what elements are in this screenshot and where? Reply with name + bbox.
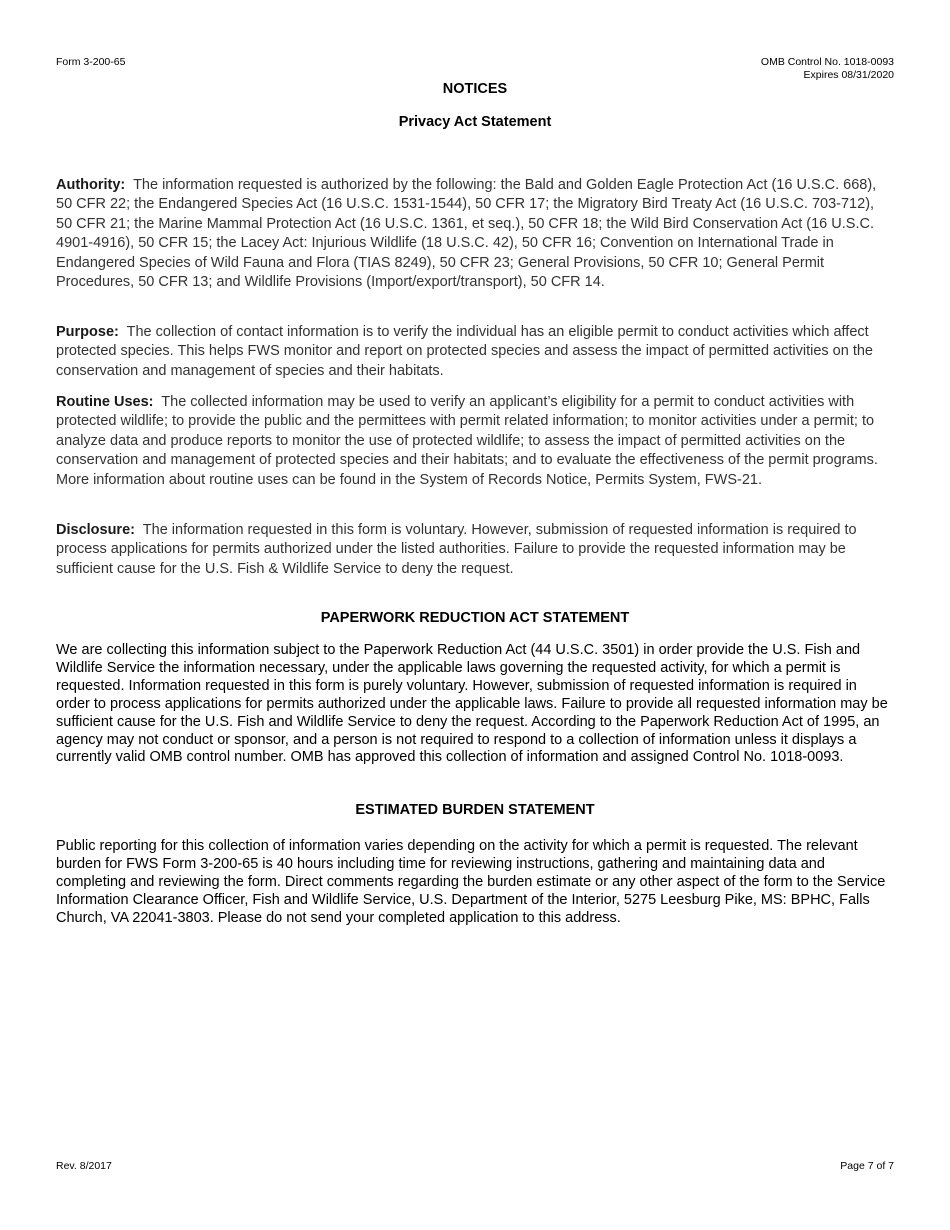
burden-paragraph: Public reporting for this collection of information varies depending on the activity for which a permit is requested. The relevant burden for FWS Form 3-200-65 is 40 hours including time for reviewing instructions, gathering and maintaining data and completing and reviewing the form. Direct comments regarding the burden estimate or any other aspect of the form to the Service Information Clearance Officer, Fish and Wildlife Service, U.S. Department of the Interior, 5275 Leesburg Pike, MS: BPHC, Falls Church, VA 22041-3803. Please do not send your completed application to this address. [56,838,886,926]
purpose-label: Purpose: [56,324,119,340]
authority-text: The information requested is authorized by the following: the Bald and Golden Eagle Protection Act (16 U.S.C. 668), 50 CFR 22; the Endangered Species Act (16 U.S.C. 1531-1544), 50 CFR 17; the Migratory Bird Treaty Act (16 U.S.C. 703-712), 50 CFR 21; the Marine Mammal Protection Act (16 U.S.C. 1361, et seq.), 50 CFR 18; the Wild Bird Conservation Act (16 U.S.C. 4901-4916), 50 CFR 15; the Lacey Act: Injurious Wildlife (18 U.S.C. 42), 50 CFR 16; Convention on International Trade in Endangered Species of Wild Fauna and Flora (TIAS 8249), 50 CFR 23; General Provisions, 50 CFR 10; General Permit Procedures, 50 CFR 13; and Wildlife Provisions (Import/export/transport), 50 CFR 14. [56,177,877,291]
notices-heading: NOTICES [442,81,508,97]
paperwork-reduction-heading: PAPERWORK REDUCTION ACT STATEMENT [320,610,630,626]
privacy-act-heading: Privacy Act Statement [398,114,552,130]
purpose-paragraph [56,323,894,381]
burden-heading: ESTIMATED BURDEN STATEMENT [355,802,595,818]
omb-info [761,56,894,82]
routine-uses-label: Routine Uses: [56,394,154,410]
page-number: Page 7 of 7 [840,1160,894,1172]
omb-control-number: OMB Control No. 1018-0093 [760,56,894,68]
routine-uses-paragraph [56,393,894,490]
expiration-date: Expires 08/31/2020 [803,69,894,81]
authority-paragraph [56,176,894,292]
revision-date: Rev. 8/2017 [56,1160,112,1172]
paperwork-reduction-paragraph: We are collecting this information subject to the Paperwork Reduction Act (44 U.S.C. 3501) in order provide the U.S. Fish and Wildlife Service the information necessary, under the applicable laws governing the requested activity, for which a permit is requested. Information requested in this form is purely voluntary. However, submission of requested information is required in order to process applications for permits authorized under the applicable laws. Failure to provide all requested information may be sufficient cause for the U.S. Fish and Wildlife Service to deny the request. According to the Paperwork Reduction Act of 1995, an agency may not conduct or sponsor, and a person is not required to respond to a collection of information unless it displays a currently valid OMB control number. OMB has approved this collection of information and assigned Control No. 1018-0093. [56,642,888,766]
authority-label: Authority: [56,177,126,193]
disclosure-paragraph [56,521,894,579]
purpose-text: The collection of contact information is to verify the individual has an eligible permit to conduct activities which affect protected species. This helps FWS monitor and report on protected species and assess the impact of permitted activities on the conservation and management of species and their habitats. [56,324,873,379]
disclosure-text: The information requested in this form is voluntary. However, submission of requested information is required to process applications for permits authorized under the listed authorities. Failure to provide the requested information may be sufficient cause for the U.S. Fish & Wildlife Service to deny the request. [56,522,857,577]
routine-uses-text: The collected information may be used to verify an applicant’s eligibility for a permit to conduct activities with protected wildlife; to provide the public and the permittees with permit related information; to monitor activities under a permit; to analyze data and produce reports to monitor the use of protected wildlife; to assess the impact of permitted activities on the conservation and management of protected species and their habitats; and to evaluate the effectiveness of the permit programs. More information about routine uses can be found in the System of Records Notice, Permits System, FWS-21. [56,394,878,488]
form-number: Form 3-200-65 [56,56,126,68]
disclosure-label: Disclosure: [56,522,135,538]
